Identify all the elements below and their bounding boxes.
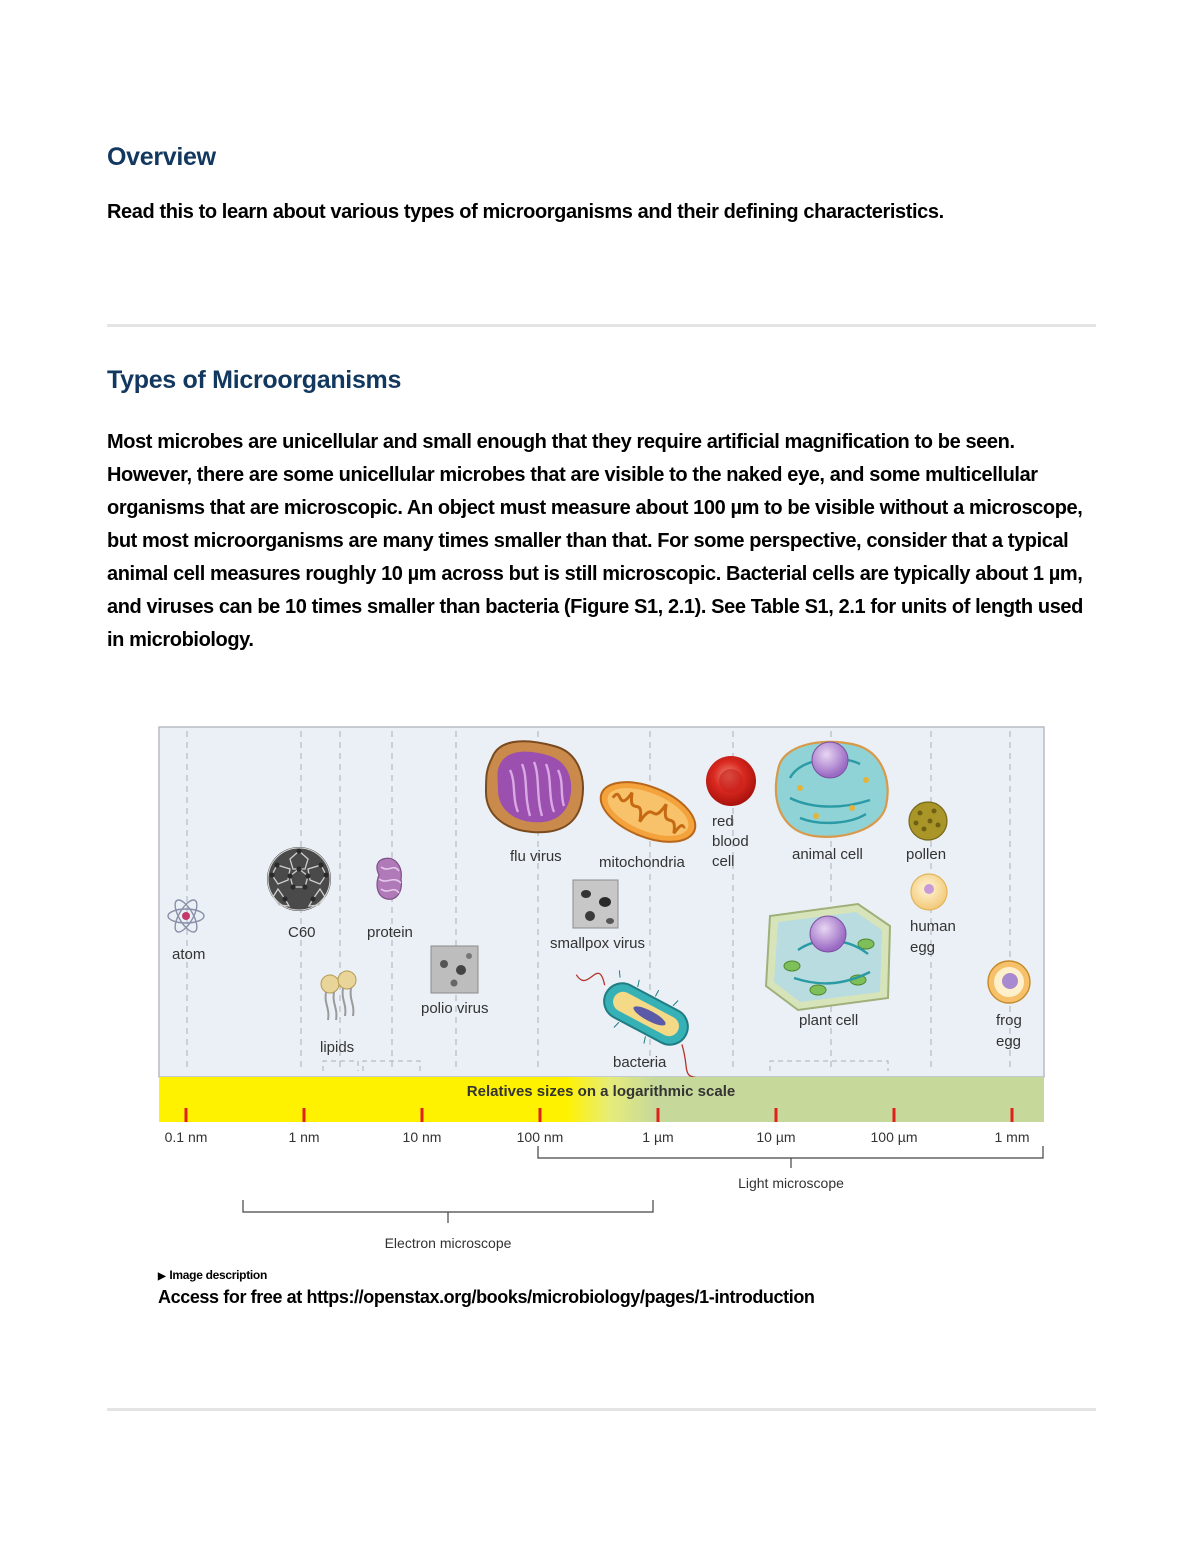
- label-plant-cell: plant cell: [799, 1012, 859, 1029]
- overview-heading: Overview: [107, 143, 216, 171]
- red-blood-cell-icon: [706, 756, 756, 806]
- light-microscope-bracket: [538, 1146, 1043, 1168]
- label-light-microscope: Light microscope: [738, 1175, 844, 1191]
- label-atom: atom: [172, 946, 206, 963]
- divider: [107, 324, 1096, 327]
- scale-tick-label: 100 nm: [516, 1129, 564, 1145]
- image-description-label: Image description: [169, 1268, 267, 1282]
- scale-tick-label: 1 µm: [642, 1129, 674, 1145]
- overview-intro: Read this to learn about various types of microorganisms and their defining characteristics.: [107, 201, 944, 223]
- label-rbc-line2: blood: [712, 833, 749, 850]
- label-pollen: pollen: [906, 846, 947, 863]
- animal-cell-icon: [776, 742, 888, 837]
- label-polio-virus: polio virus: [421, 1000, 489, 1017]
- divider-bottom: [107, 1408, 1096, 1411]
- plant-cell-icon: [766, 904, 890, 1010]
- label-human-egg-line2: egg: [910, 939, 936, 956]
- label-frog-egg-line2: egg: [996, 1033, 1022, 1050]
- triangle-right-icon: ▶: [158, 1271, 166, 1282]
- polio-virus-icon: [431, 946, 478, 993]
- scale-title: Relatives sizes on a logarithmic scale: [466, 1083, 736, 1100]
- label-animal-cell: animal cell: [792, 846, 863, 863]
- label-smallpox-virus: smallpox virus: [550, 935, 646, 952]
- protein-icon: [377, 858, 401, 899]
- figure-source: Access for free at https://openstax.org/books/microbiology/pages/1-introduction: [158, 1287, 815, 1307]
- label-frog-egg-line1: frog: [996, 1012, 1022, 1029]
- pollen-icon: [909, 802, 947, 840]
- c60-icon: [267, 847, 331, 911]
- scale-tick-label: 0.1 nm: [164, 1129, 208, 1145]
- label-rbc-line3: cell: [712, 853, 735, 870]
- scale-tick-label: 1 mm: [994, 1129, 1030, 1145]
- label-bacteria: bacteria: [613, 1054, 667, 1071]
- frog-egg-icon: [988, 961, 1030, 1003]
- label-protein: protein: [367, 924, 413, 941]
- label-rbc-line1: red: [712, 813, 734, 830]
- scale-tick-label: 10 nm: [402, 1129, 442, 1145]
- scale-tick-label: 10 µm: [756, 1129, 796, 1145]
- scale-tick-label: 100 µm: [870, 1129, 918, 1145]
- label-mitochondria: mitochondria: [599, 854, 685, 871]
- label-c60: C60: [288, 924, 316, 941]
- types-heading: Types of Microorganisms: [107, 366, 402, 394]
- electron-microscope-bracket: [243, 1200, 653, 1223]
- scale-tick-labels: [165, 1129, 1030, 1145]
- scale-tick-label: 1 nm: [288, 1129, 320, 1145]
- label-human-egg-line1: human: [910, 918, 956, 935]
- image-description-toggle[interactable]: [158, 1268, 267, 1282]
- types-paragraph: Most microbes are unicellular and small enough that they require artificial magnification to be seen. However, there are some unicellular microbes that are visible to the naked eye, and some multicellular organisms that are microscopic. An object must measure about 100 µm to be visible without a microscope, but most microorganisms are many times smaller than that. For some perspective, consider that a typical animal cell measures roughly 10 µm across but is still microscopic. Bacterial cells are typically about 1 µm, and viruses can be 10 times smaller than bacteria (Figure S1, 2.1). See Table S1, 2.1 for units of length used in microbiology.: [107, 431, 1083, 651]
- label-lipids: lipids: [320, 1039, 355, 1056]
- label-electron-microscope: Electron microscope: [384, 1235, 512, 1251]
- label-flu-virus: flu virus: [510, 848, 562, 865]
- human-egg-icon: [911, 874, 947, 910]
- flu-virus-icon: [486, 741, 583, 832]
- smallpox-virus-icon: [573, 880, 618, 928]
- size-scale-figure: [158, 726, 1050, 1261]
